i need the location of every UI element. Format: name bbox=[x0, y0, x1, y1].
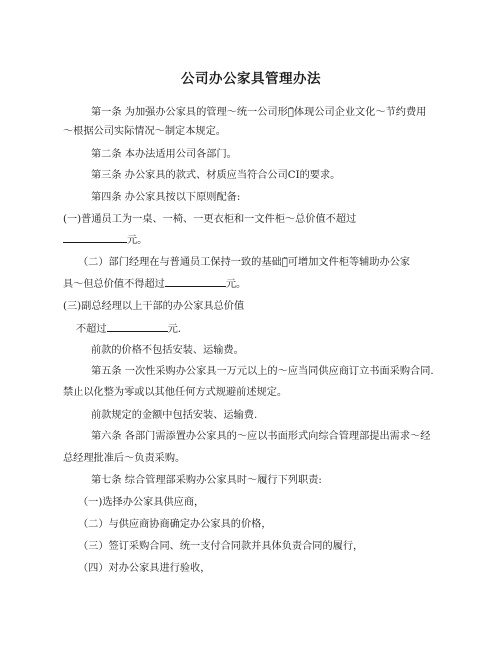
article-4-item-2-line-2 bbox=[63, 277, 246, 292]
article-5-line-2: 禁止以化整为零或以其他任何方式规避前述规定。 bbox=[63, 387, 288, 398]
item-2-text: 具～但总价值不得超过 bbox=[63, 279, 165, 290]
amount-blank bbox=[107, 322, 168, 332]
article-3: 第三条 办公家具的款式、材质应当符合公司CI的要求。 bbox=[91, 170, 341, 181]
price-note: 前款的价格不包括安装、运输费。 bbox=[91, 345, 244, 356]
article-4-item-3-amount bbox=[76, 322, 181, 337]
article-4-item-1-amount bbox=[63, 233, 147, 248]
article-4-item-3: (三)副总经理以上干部的办公家具总价值 bbox=[63, 301, 245, 312]
amount-blank bbox=[63, 233, 127, 243]
document-title: 公司办公家具管理办法 bbox=[181, 71, 321, 87]
article-7-item-2: （二）与供应商协商确定办公家具的价格， bbox=[78, 519, 272, 530]
yuan-unit: 元。 bbox=[127, 235, 148, 246]
amount-blank bbox=[165, 277, 226, 287]
article-1-line-1: 第一条 为加强办公家具的管理～统一公司形象̃体现公司企业文化～节约费用 bbox=[91, 107, 427, 118]
article-2: 第二条 本办法适用公司各部门。 bbox=[91, 149, 237, 160]
article-4-item-2-line-1: （二）部门经理在与普通员工保持一致的基础上̃可增加文件柜等辅助办公家 bbox=[78, 257, 411, 268]
article-6-line-2: 总经理批准后～负责采购。 bbox=[63, 453, 186, 464]
article-6-line-1: 第六条 各部门需添置办公家具的～应以书面形式向综合管理部提出需求～经 bbox=[91, 431, 431, 442]
article-5-line-1: 第五条 一次性采购办公家具一万元以上的～应当同供应商订立书面采购合同. bbox=[91, 366, 434, 377]
article-4: 第四条 办公家具按以下原则配备: bbox=[91, 192, 241, 203]
article-4-item-1: (一)普通员工为一桌、一椅、一更衣柜和一文件柜～总价值不超过 bbox=[63, 214, 357, 225]
item-3-text: 不超过 bbox=[76, 324, 107, 335]
amount-note: 前款规定的金额中包括安装、运输费. bbox=[91, 410, 258, 421]
yuan-unit: 元。 bbox=[225, 279, 247, 290]
article-7-item-3: （三）签订采购合同、统一支付合同款并具体负责合同的履行， bbox=[78, 541, 364, 552]
article-7-item-4: （四）对办公家具进行验收， bbox=[78, 563, 211, 574]
yuan-unit: 元. bbox=[167, 324, 181, 335]
article-1-line-2: ～根据公司实际情况～制定本规定。 bbox=[63, 126, 226, 137]
article-7-item-1: （一)选择办公家具供应商， bbox=[78, 497, 205, 508]
article-7: 第七条 综合管理部采购办公家具时～履行下列职责: bbox=[91, 475, 322, 486]
